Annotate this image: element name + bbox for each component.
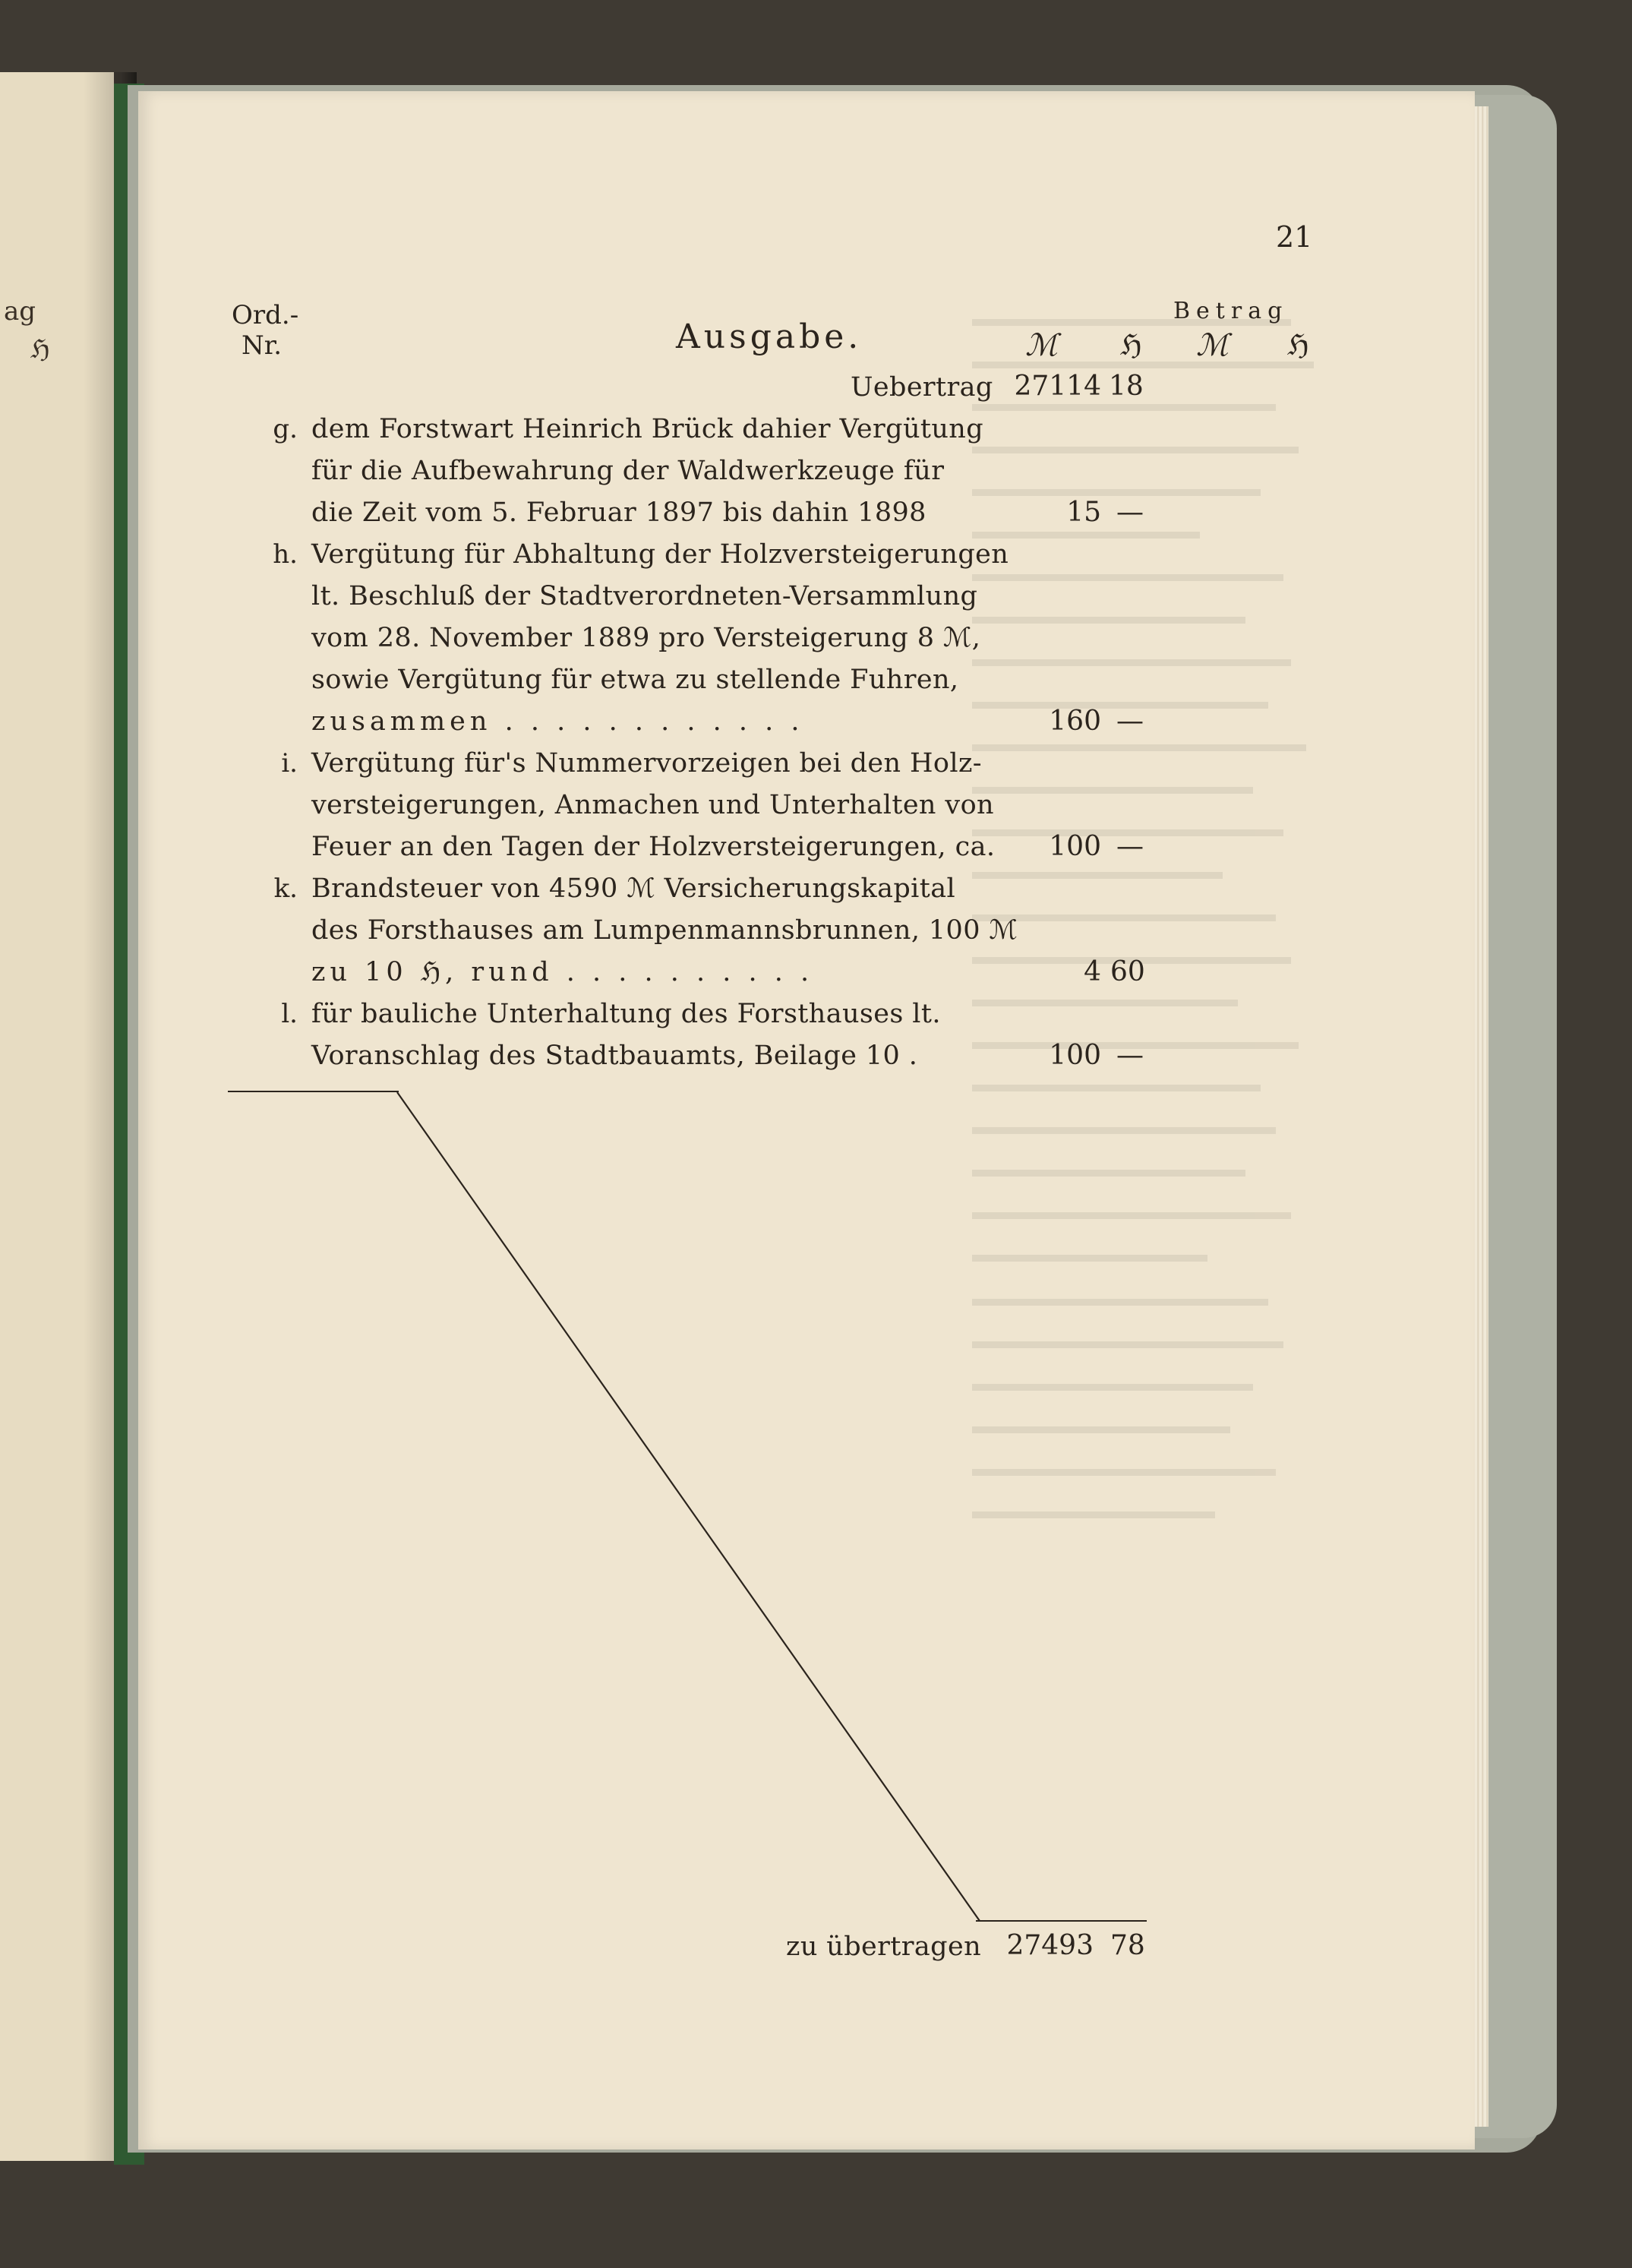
entry-h-marks: 160 [1049, 706, 1101, 737]
show-through-mark [972, 1212, 1291, 1219]
show-through-mark [972, 1127, 1276, 1134]
show-through-mark [972, 489, 1261, 496]
entry-i-marks: 100 [1049, 831, 1101, 862]
entry-i-pfennig: — [1116, 831, 1144, 862]
entry-h-pfennig: — [1116, 706, 1144, 737]
left-bleed-line-2: ℌ [30, 334, 50, 365]
show-through-mark [972, 1299, 1268, 1306]
carry-out-label: zu übertragen [786, 1932, 982, 1962]
entry-i-line-1: Vergütung für's Nummervorzeigen bei den Holz- [311, 748, 983, 779]
entry-k-line-1: Brandsteuer von 4590 ℳ Versicherungskapital [311, 873, 956, 904]
show-through-mark [972, 1469, 1276, 1476]
show-through-mark [972, 447, 1299, 453]
entry-l-pfennig: — [1116, 1040, 1144, 1071]
entry-ord-h: h. [273, 539, 298, 570]
entry-ord-l: l. [281, 999, 298, 1029]
show-through-mark [972, 574, 1283, 581]
entry-g-marks: 15 [1066, 497, 1101, 528]
entry-k-marks: 4 [1084, 956, 1101, 987]
pfennig-unit-header-2: ℌ [1287, 328, 1309, 362]
entry-l-line-1: für bauliche Unterhaltung des Forsthauses lt. [311, 999, 941, 1029]
show-through-mark [972, 1511, 1215, 1518]
show-through-mark [972, 659, 1291, 666]
ord-header-line-2: Nr. [241, 330, 283, 361]
show-through-mark [972, 532, 1200, 539]
show-through-mark [972, 1426, 1230, 1433]
entry-i-line-3: Feuer an den Tagen der Holzversteigerungen, ca. [311, 832, 996, 862]
pfennig-unit-header: ℌ [1120, 328, 1142, 362]
entry-g-line-1: dem Forstwart Heinrich Brück dahier Vergütung [311, 414, 984, 444]
show-through-mark [972, 1341, 1283, 1348]
entry-h-line-4: sowie Vergütung für etwa zu stellende Fuhren, [311, 665, 959, 695]
show-through-mark [972, 872, 1223, 879]
entry-k-line-3: zu 10 ℌ, rund . . . . . . . . . . [311, 957, 814, 987]
show-through-mark [972, 1170, 1245, 1177]
show-through-mark [972, 787, 1253, 794]
show-through-texture [972, 319, 1367, 1952]
diagonal-cancel-line [395, 1091, 987, 1926]
carry-out-pfennig: 78 [1110, 1930, 1145, 1961]
entry-g-line-3: die Zeit vom 5. Februar 1897 bis dahin 1898 [311, 498, 926, 528]
entry-i-line-2: versteigerungen, Anmachen und Unterhalten von [311, 790, 994, 820]
entry-ord-i: i. [281, 748, 298, 779]
left-closing-rule [228, 1091, 399, 1092]
entry-h-line-1: Vergütung für Abhaltung der Holzversteigerungen [311, 539, 1009, 570]
entry-h-line-3: vom 28. November 1889 pro Versteigerung 8 ℳ, [311, 623, 981, 653]
entry-k-line-2: des Forsthauses am Lumpenmannsbrunnen, 100 ℳ [311, 915, 1018, 946]
diagonal-cancel-stroke [397, 1092, 980, 1921]
show-through-mark [972, 404, 1276, 411]
betrag-header: Betrag [1173, 298, 1289, 324]
left-bleed-line-1: ag [4, 296, 36, 327]
entry-ord-k: k. [273, 873, 298, 904]
mark-unit-header-2: ℳ [1196, 328, 1229, 363]
carry-out-rule [976, 1920, 1147, 1922]
show-through-mark [972, 1000, 1238, 1006]
show-through-mark [972, 1255, 1207, 1262]
show-through-mark [972, 1085, 1261, 1091]
carry-in-marks: 27114 [1014, 371, 1101, 402]
mark-unit-header: ℳ [1025, 328, 1058, 363]
entry-h-line-2: lt. Beschluß der Stadtverordneten-Versammlung [311, 581, 978, 611]
show-through-mark [972, 362, 1314, 368]
entry-ord-g: g. [273, 414, 298, 444]
show-through-mark [972, 617, 1245, 624]
entry-h-line-5: zusammen . . . . . . . . . . . . [311, 706, 804, 737]
carry-in-label: Uebertrag [851, 372, 993, 403]
ord-header-line-1: Ord.- [232, 300, 299, 330]
entry-g-line-2: für die Aufbewahrung der Waldwerkzeuge für [311, 456, 945, 486]
entry-g-pfennig: — [1116, 497, 1144, 528]
page-number: 21 [1276, 220, 1313, 254]
entry-l-marks: 100 [1049, 1040, 1101, 1071]
entry-k-pfennig: 60 [1110, 956, 1145, 987]
show-through-mark [972, 1384, 1253, 1391]
carry-out-marks: 27493 [1006, 1930, 1094, 1961]
carry-in-pfennig: 18 [1109, 371, 1144, 402]
show-through-mark [972, 744, 1306, 751]
page-title: Ausgabe. [676, 317, 863, 356]
entry-l-line-2: Voranschlag des Stadtbauamts, Beilage 10 . [311, 1041, 918, 1071]
